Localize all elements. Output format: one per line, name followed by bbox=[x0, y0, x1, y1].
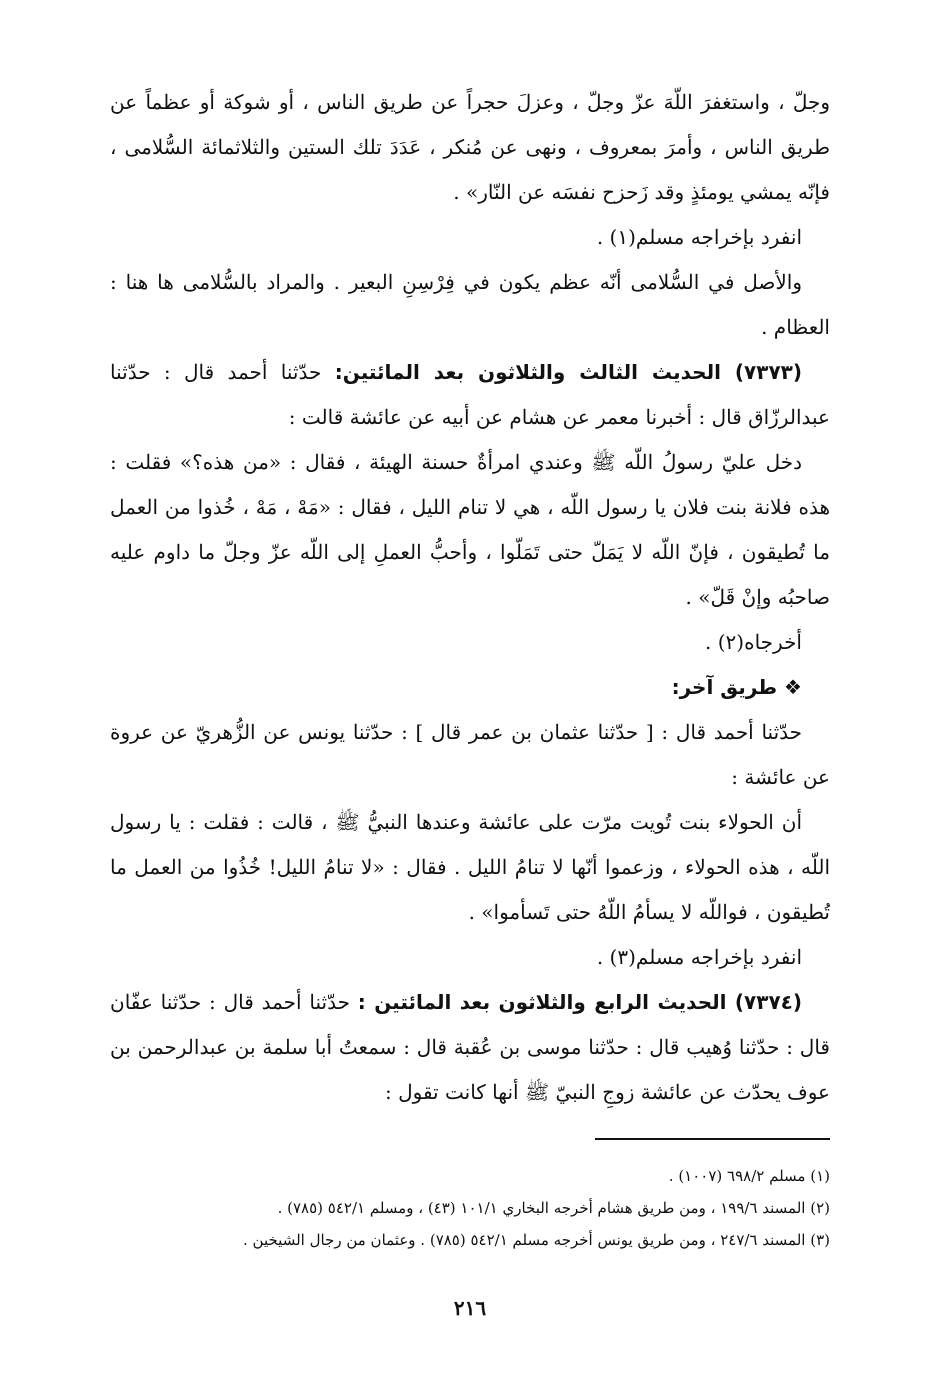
hadith-7374-isnad: حدّثنا أحمد قال : حدّثنا عفّان قال : حدّثنا وُهيب قال : حدّثنا موسى بن عُقبة قال : سمعتُ أبا سلمة بن عبدالرحمن بن عوف يحدّث عن عائشة زوجِ النبيّ ﷺ أنها كانت تقول : bbox=[110, 990, 830, 1104]
footnotes bbox=[110, 1160, 830, 1256]
footnote-2: (٢) المسند ١٩٩/٦ ، ومن طريق هشام أخرجه البخاري ١٠١/١ (٤٣) ، ومسلم ٥٤٢/١ (٧٨٥) . bbox=[277, 1199, 830, 1217]
hadith-7373-takhrij: أخرجاه(٢) . bbox=[705, 630, 802, 654]
footnote-1: (١) مسلم ٦٩٨/٢ (١٠٠٧) . bbox=[668, 1167, 830, 1185]
footnote-divider bbox=[595, 1138, 830, 1140]
continuation-paragraph: وجلّ ، واستغفرَ اللّهَ عزّ وجلّ ، وعزلَ حجراً عن طريق الناس ، أو شوكة أو عظماً عن طريق الناس ، وأمرَ بمعروف ، ونهى عن مُنكر ، عَدَدَ تلك الستين والثلاثمائة السُّلامى ، فإنّه يمشي يومئذٍ وقد زَحزح نفسَه عن النّار» . bbox=[110, 90, 830, 204]
hadith-7373-matn: دخل عليّ رسولُ اللّه ﷺ وعندي امرأةٌ حسنة الهيئة ، فقال : «من هذه؟» فقلت : هذه فلانة بنت فلان يا رسول اللّه ، هي لا تنام الليل ، فقال : «مَهْ ، مَهْ ، خُذوا من العمل ما تُطيقون ، فإنّ اللّه لا يَمَلّ حتى تَمَلّوا ، وأحبُّ العملِ إلى اللّه عزّ وجلّ ما داوم عليه صاحبُه وإنْ قَلّ» . bbox=[110, 450, 830, 609]
takhrij-line: انفرد بإخراجه مسلم(١) . bbox=[596, 225, 802, 249]
hadith-7374-paragraph bbox=[110, 980, 830, 1115]
footnote-3: (٣) المسند ٢٤٧/٦ ، ومن طريق يونس أخرجه مسلم ٥٤٢/١ (٧٨٥) . وعثمان من رجال الشيخين . bbox=[243, 1231, 830, 1249]
explanation-paragraph: والأصل في السُّلامى أنّه عظم يكون في فِرْسِنِ البعير . والمراد بالسُّلامى ها هنا : العظام . bbox=[110, 270, 830, 339]
another-path-heading: ❖ طريق آخر: bbox=[671, 675, 802, 699]
hadith-7373-paragraph bbox=[110, 350, 830, 440]
hadith-7374-heading: (٧٣٧٤) الحديث الرابع والثلاثون بعد المائتين : bbox=[357, 990, 802, 1014]
hadith-7373-heading: (٧٣٧٣) الحديث الثالث والثلاثون بعد المائتين: bbox=[334, 360, 802, 384]
page-number: ٢١٦ bbox=[453, 1296, 487, 1320]
hadith-7373-isnad: حدّثنا أحمد قال : حدّثنا عبدالرزّاق قال : أخبرنا معمر عن هشام عن أبيه عن عائشة قالت : bbox=[110, 360, 830, 429]
another-path-isnad: حدّثنا أحمد قال : [ حدّثنا عثمان بن عمر قال ] : حدّثنا يونس عن الزُّهريّ عن عروة عن عائشة : bbox=[110, 720, 830, 789]
another-path-matn: أن الحولاء بنت تُويت مرّت على عائشة وعندها النبيُّ ﷺ ، قالت : فقلت : يا رسول اللّه ، هذه الحولاء ، وزعموا أنّها لا تنامُ الليل . فقال : «لا تنامُ الليل! خُذُوا من العمل ما تُطيقون ، فواللّه لا يسأمُ اللّهُ حتى تَسأموا» . bbox=[110, 810, 830, 924]
another-path-takhrij: انفرد بإخراجه مسلم(٣) . bbox=[596, 945, 802, 969]
main-text bbox=[110, 80, 830, 1115]
